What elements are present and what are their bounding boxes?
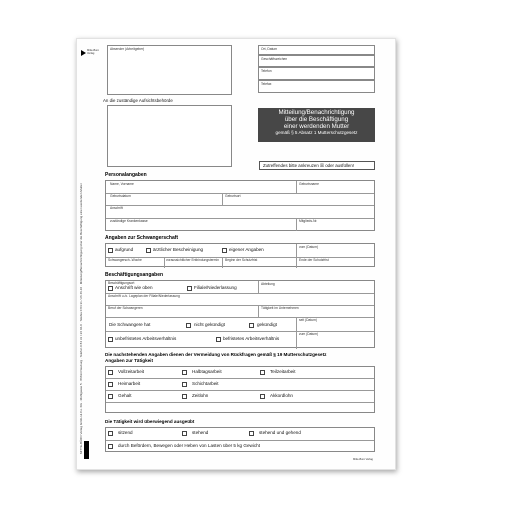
title-line-3: einer werdenden Mutter xyxy=(283,122,350,130)
activity-info-heading: Angaben zur Tätigkeit xyxy=(105,358,153,363)
logo xyxy=(81,49,103,61)
checkbox-timewage[interactable] xyxy=(182,394,187,399)
checkbox-lifting[interactable] xyxy=(108,444,113,449)
option-lifting: durch Befördern, Bewegen oder Heben von Lasten über 5 kg Gewicht xyxy=(118,443,260,448)
checkbox-terminated[interactable] xyxy=(249,323,254,328)
checkbox-own-statement[interactable] xyxy=(222,248,227,253)
fax-field[interactable] xyxy=(258,80,375,93)
activity-table xyxy=(105,427,375,452)
checkbox-branch[interactable] xyxy=(187,286,192,291)
instruction-box xyxy=(259,161,375,170)
checkbox-fulltime[interactable] xyxy=(108,370,113,375)
title-line-2: über die Beschäftigung xyxy=(284,115,349,123)
risk-table xyxy=(105,366,375,413)
checkbox-address-as-above[interactable] xyxy=(108,286,113,291)
checkbox-permanent[interactable] xyxy=(108,337,113,342)
sender-label: Absender (Arbeitgeber) xyxy=(110,47,145,51)
option-sitting: sitzend xyxy=(118,430,133,435)
name-label: Name, Vorname xyxy=(110,182,134,186)
personal-table xyxy=(105,180,375,231)
side-imprint: MITTE-BÜRO Verlag GmbH & Co. KG · Mühlgasse 5 · 86633 Neuburg · Telefon 0 84 31 / 26 46-0 · Telefax 0 84 31 / 26 46-10 · Mitteilung/Benachrichtigung über die Beschäftigung einer werdenden Mutter xyxy=(79,183,83,454)
checkbox-standing-walking[interactable] xyxy=(249,431,254,436)
until-label: zum (Datum) xyxy=(299,332,319,336)
phone-label: Telefon xyxy=(261,69,272,73)
checkbox-salary[interactable] xyxy=(108,394,113,399)
occupation-label: Beruf der Schwangeren xyxy=(108,306,143,310)
option-parttime: Teilzeitarbeit xyxy=(270,369,296,374)
instruction-text: Zutreffendes bitte ankreuzen ☒ oder ausfüllen! xyxy=(263,163,354,168)
barcode-block xyxy=(84,441,89,459)
option-temporary: befristetes Arbeitsverhältnis xyxy=(223,336,280,341)
reference-label: Geschäftszeichen xyxy=(261,57,288,61)
terminated-label: Die Schwangere hat xyxy=(109,322,151,327)
option-aufgrund: aufgrund xyxy=(115,247,134,252)
form-number: Mitte-Buro Verlag xyxy=(352,458,373,461)
insurance-label: zuständige Krankenkasse xyxy=(110,219,148,223)
checkbox-homework[interactable] xyxy=(108,382,113,387)
reference-field[interactable] xyxy=(258,55,375,67)
personal-heading: Personalangaben xyxy=(105,172,147,178)
option-standing-walking: stehend und gehend xyxy=(259,430,301,435)
option-fulltime: Vollzeitarbeit xyxy=(118,369,145,374)
from-date-label: vom (Datum) xyxy=(299,245,319,249)
member-no-label: Mitglieds-Nr. xyxy=(299,219,318,223)
employment-heading: Beschäftigungsangaben xyxy=(105,272,164,278)
option-homework: Heimarbeit xyxy=(118,381,141,386)
pregnancy-heading: Angaben zur Schwangerschaft xyxy=(105,235,179,241)
option-timewage: Zeitlohn xyxy=(192,393,209,398)
option-medical-certificate: ärztlicher Bescheinigung xyxy=(153,247,204,252)
title-line-1: Mitteilung/Benachrichtigung xyxy=(278,109,355,116)
birthname-label: Geburtsname xyxy=(299,182,319,186)
checkbox-shiftwork[interactable] xyxy=(182,382,187,387)
protection-end-label: Ende der Schutzfrist xyxy=(299,258,329,262)
form-page xyxy=(76,38,396,470)
form-title xyxy=(258,108,375,142)
phone-field[interactable] xyxy=(258,67,375,80)
authority-box[interactable] xyxy=(107,105,232,167)
activity-heading: Die Tätigkeit wird überwiegend ausgeübt xyxy=(105,419,195,424)
option-address-as-above: Anschrift wie oben xyxy=(115,285,153,290)
checkbox-standing[interactable] xyxy=(182,431,187,436)
checkbox-aufgrund[interactable] xyxy=(108,248,113,253)
expected-date-label: voraussichtlicher Entbindungstermin xyxy=(166,258,219,262)
checkbox-parttime[interactable] xyxy=(260,370,265,375)
pregnancy-table xyxy=(105,243,375,267)
checkbox-not-terminated[interactable] xyxy=(186,323,191,328)
checkbox-temporary[interactable] xyxy=(216,337,221,342)
option-salary: Gehalt xyxy=(118,393,132,398)
title-line-4: gemäß § 5 Absatz 1 Mutterschutzgesetz xyxy=(275,130,358,136)
since-label: seit (Datum) xyxy=(299,318,317,322)
checkbox-sitting[interactable] xyxy=(108,431,113,436)
option-standing: stehend xyxy=(192,430,209,435)
option-terminated: gekündigt xyxy=(257,322,277,327)
checkbox-piecework[interactable] xyxy=(260,394,265,399)
birthplace-label: Geburtsort xyxy=(225,194,241,198)
date-label: Ort, Datum xyxy=(261,47,278,51)
logo-triangle-icon xyxy=(81,50,86,56)
checkbox-halfday[interactable] xyxy=(182,370,187,375)
authority-label: An die zuständige Aufsichtsbehörde xyxy=(103,98,173,103)
checkbox-medical-certificate[interactable] xyxy=(146,248,151,253)
option-permanent: unbefristetes Arbeitsverhältnis xyxy=(115,336,177,341)
address-label: Anschrift xyxy=(110,206,123,210)
logo-text: Mitte-Buro Verlag xyxy=(87,49,99,55)
option-piecework: Akkordlohn xyxy=(270,393,293,398)
option-shiftwork: Schichtarbeit xyxy=(192,381,219,386)
employment-table xyxy=(105,280,375,348)
protection-start-label: Beginn der Schutzfrist xyxy=(225,258,258,262)
fax-label: Telefax xyxy=(261,82,272,86)
option-halfday: Halbtagsarbeit xyxy=(192,369,222,374)
date-field[interactable] xyxy=(258,45,375,55)
option-branch: Filiale/Niederlassung xyxy=(194,285,237,290)
week-label: Schwangersch.-Woche xyxy=(108,258,142,262)
option-not-terminated: nicht gekündigt xyxy=(194,322,225,327)
place-label: Beschäftigungsort xyxy=(108,281,135,285)
birthdate-label: Geburtsdatum xyxy=(110,194,131,198)
risk-heading: Die nachstehenden Angaben dienen der Vermeidung von Rückfragen gemäß § 19 Mutterschutzgesetz xyxy=(105,352,327,357)
option-own-statement: eigener Angaben xyxy=(229,247,264,252)
sender-box[interactable] xyxy=(107,45,232,95)
company-since-label: Tätigkeit im Unternehmen xyxy=(261,306,299,310)
branch-address-label: Anschrift u./o. Lageplan der Filiale/Niederlassung xyxy=(108,294,180,298)
department-label: Abteilung xyxy=(261,282,275,286)
